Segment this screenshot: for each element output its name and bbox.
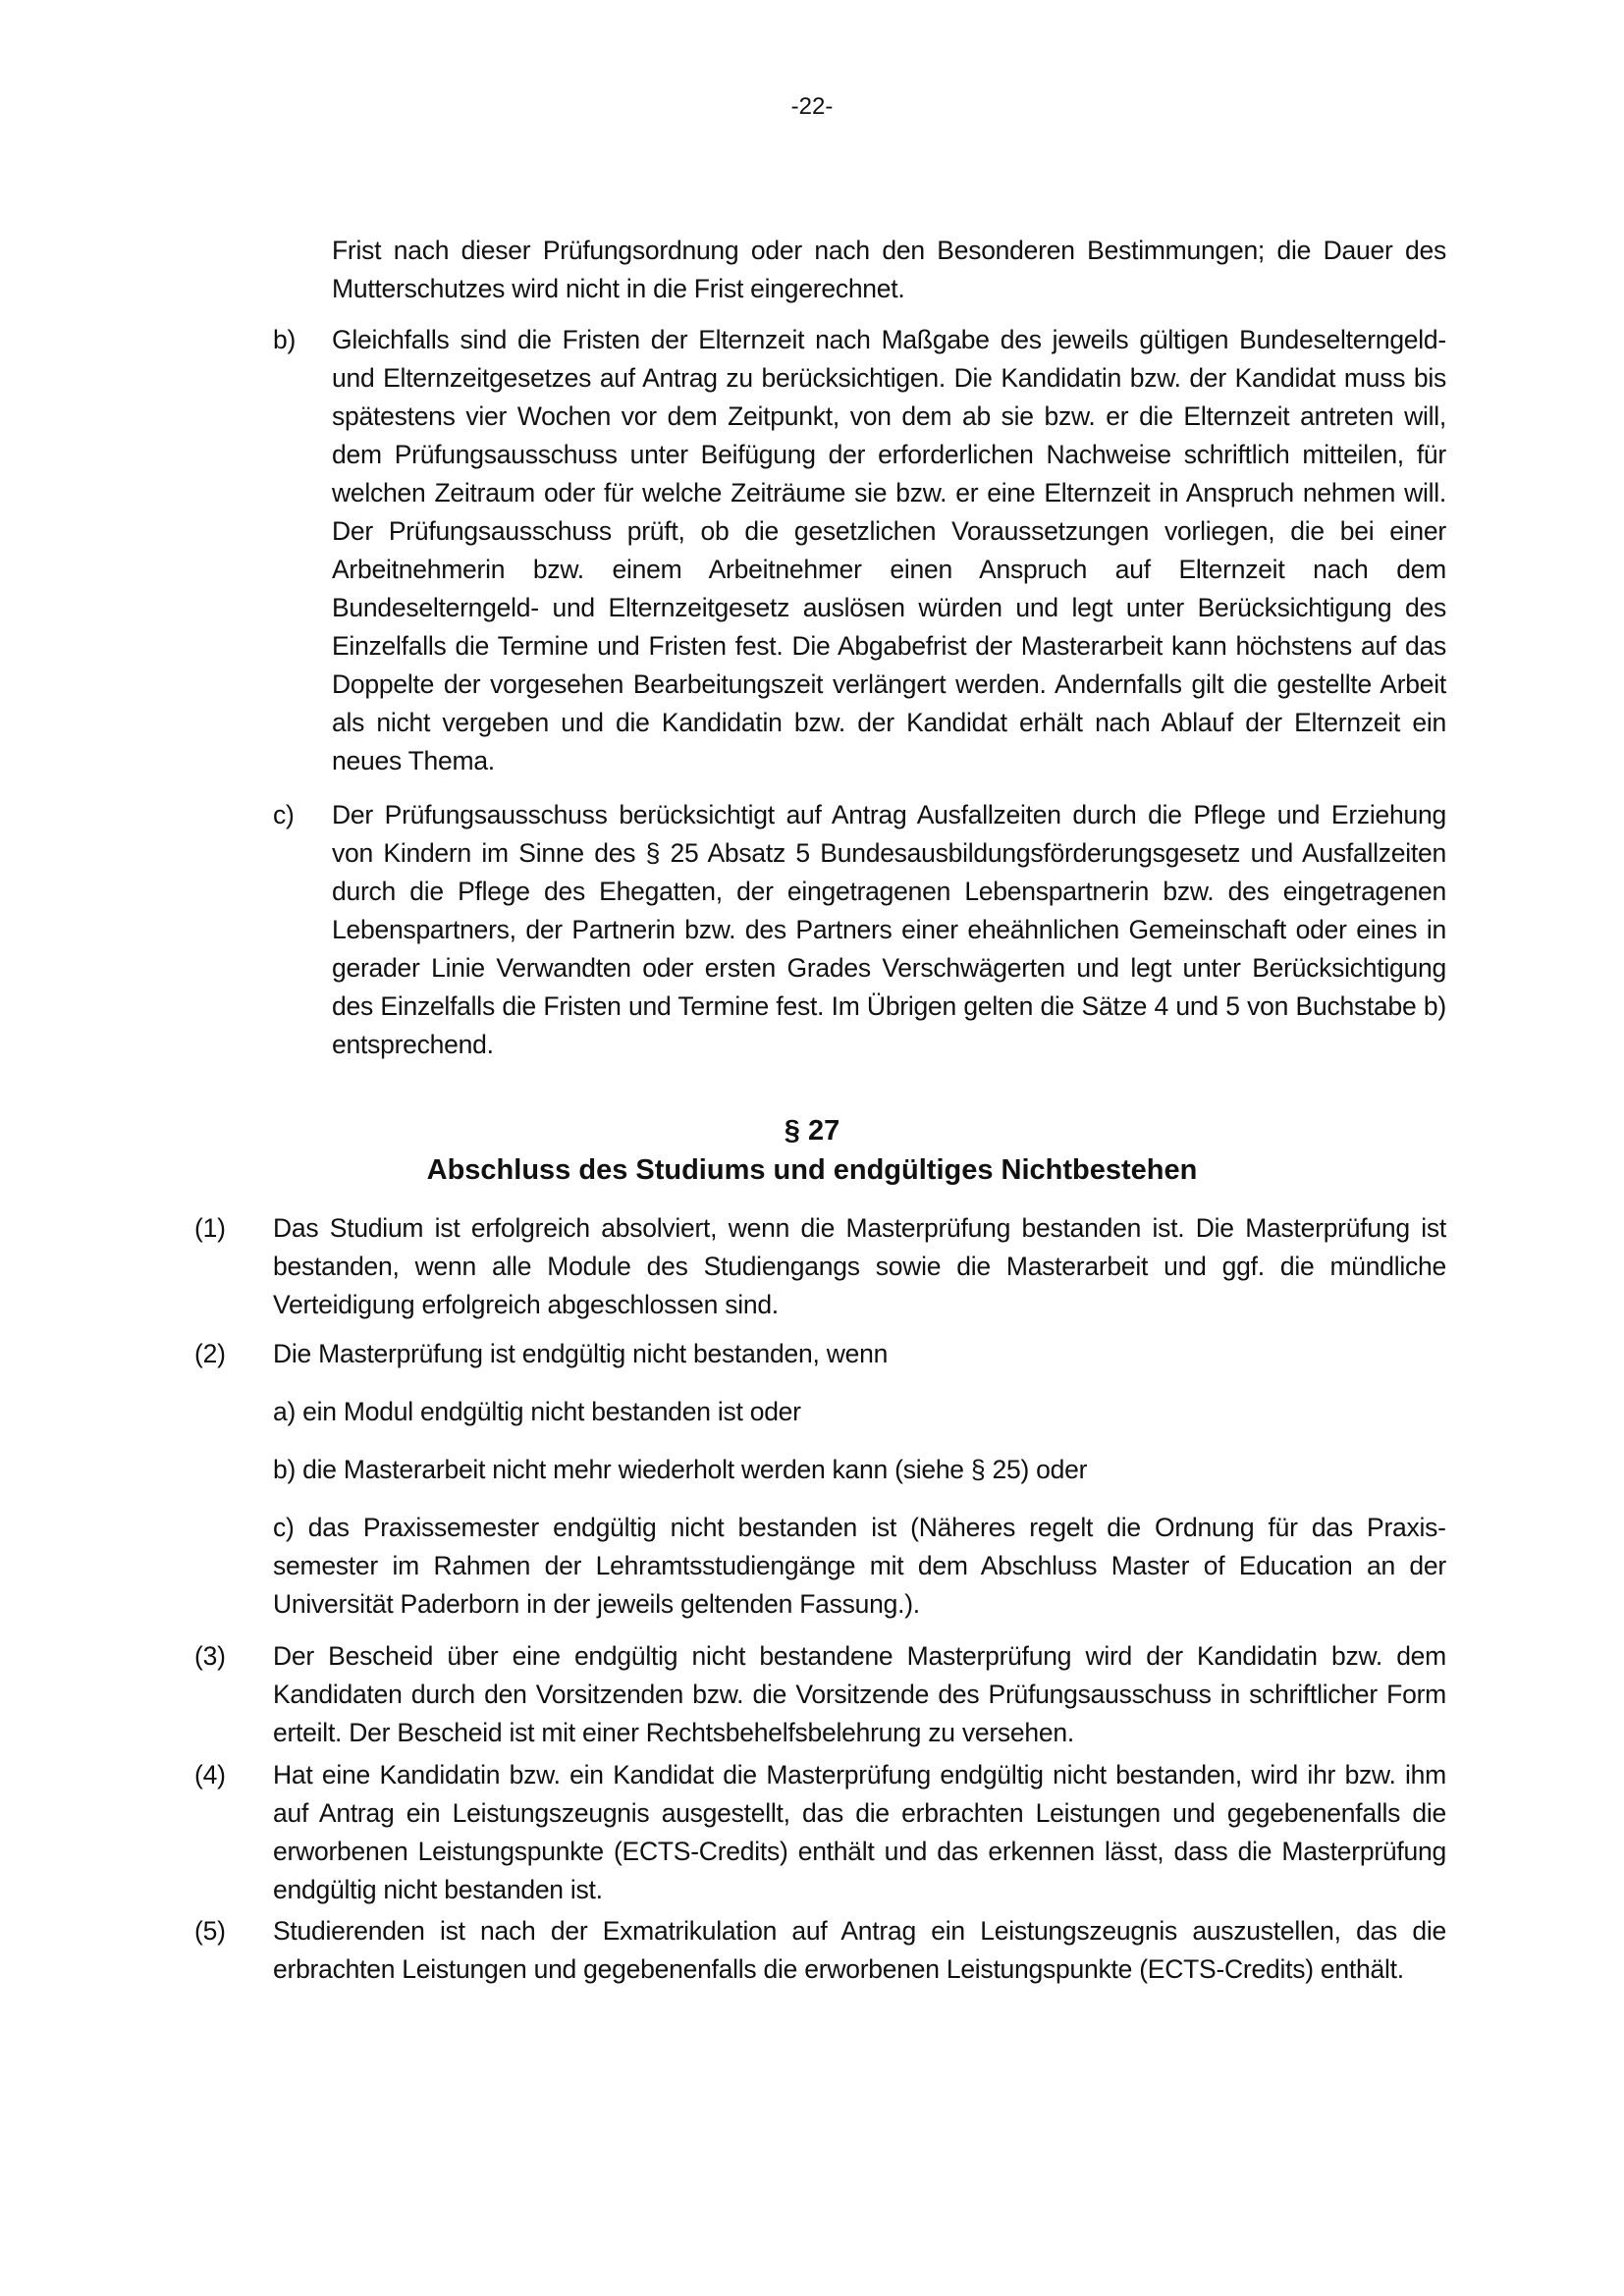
paragraph-2-case-b: b) die Masterarbeit nicht mehr wiederholt werden kann (siehe § 25) oder	[273, 1455, 1088, 1484]
paragraph-2-case-c: c) das Praxissemester endgültig nicht bestanden ist (Näheres regelt die Ordnung für das Praxissemester im Rahmen der Lehramtsstudiengänge mit dem Abschluss Master of Education an der Universität Paderborn in der jeweils geltenden Fassung.).	[273, 1513, 1446, 1619]
paragraph-5	[194, 1912, 1446, 1989]
page-number: -22-	[790, 93, 834, 120]
paragraph-2-case-a: a) ein Modul endgültig nicht bestanden ist oder	[273, 1397, 801, 1426]
paragraph-3	[194, 1637, 1446, 1752]
sub-item-label: c)	[273, 800, 295, 829]
paragraph-text: Der Bescheid über eine endgültig nicht bestandene Masterprüfung wird der Kandidatin bzw. dem Kandidaten durch den Vorsitzenden bzw. die Vorsitzende des Prüfungsausschuss in schriftlicher Form erteilt. Der Bescheid ist mit einer Rechtsbehelfsbelehrung zu versehen.	[273, 1641, 1446, 1747]
sub-item-text: Gleichfalls sind die Fristen der Elternzeit nach Maßgabe des jeweils gültigen Bundeselterngeld- und Elternzeitgesetzes auf Antrag zu berücksichtigen. Die Kandidatin bzw. der Kandidat muss bis spätestens vier Wochen vor dem Zeitpunkt, von dem ab sie bzw. er die Elternzeit antreten will, dem Prüfungsausschuss unter Beifügung der erforderlichen Nachweise schriftlich mitteilen, für welchen Zeitraum oder für welche Zeiträume sie bzw. er eine Elternzeit in Anspruch nehmen will. Der Prüfungsausschuss prüft, ob die gesetzlichen Voraussetzungen vorliegen, die bei einer Arbeitnehmerin bzw. einem Arbeitnehmer einen Anspruch auf Elternzeit nach dem Bundeselterngeld- und Elternzeitgesetz auslösen würden und legt unter Berücksichtigung des Einzelfalls die Termine und Fristen fest. Die Abgabefrist der Masterarbeit kann höchstens auf das Doppelte der vorgesehen Bearbeitungszeit verlängert werden. Andernfalls gilt die gestellte Arbeit als nicht vergeben und die Kandidatin bzw. der Kandidat erhält nach Ablauf der Elternzeit ein neues Thema.	[332, 325, 1446, 775]
paragraph-label: (5)	[194, 1916, 226, 1946]
paragraph-text: Studierenden ist nach der Exmatrikulation auf Antrag ein Leistungszeugnis auszustellen, das die erbrachten Leistungen und gegebenenfalls die erworbenen Leistungspunkte (ECTS-Credits) enthält.	[273, 1916, 1446, 1984]
paragraph-1	[194, 1209, 1446, 1324]
section-title: Abschluss des Studiums und endgültiges Nichtbestehen	[426, 1154, 1198, 1186]
sub-item-label: b)	[273, 325, 297, 354]
paragraph-2	[194, 1335, 1446, 1373]
paragraph-text: Hat eine Kandidatin bzw. ein Kandidat die Masterprüfung endgültig nicht bestanden, wird ihr bzw. ihm auf Antrag ein Leistungszeugnis ausgestellt, das die erbrachten Leistungen und gegebenenfalls die erworbenen Leistungspunkte (ECTS-Credits) enthält und das erkennen lässt, dass die Masterprüfung endgültig nicht bestanden ist.	[273, 1760, 1446, 1904]
paragraph-label: (3)	[194, 1641, 226, 1671]
section-number: § 27	[784, 1115, 840, 1147]
continuation-paragraph: Frist nach dieser Prüfungsordnung oder nach den Besonderen Bestimmungen; die Dauer des Mutterschutzes wird nicht in die Frist eingerechnet.	[332, 236, 1446, 303]
paragraph-4	[194, 1756, 1446, 1909]
sub-item-c	[273, 796, 1446, 1064]
paragraph-label: (2)	[194, 1339, 226, 1368]
paragraph-text: Das Studium ist erfolgreich absolviert, wenn die Masterprüfung bestanden ist. Die Masterprüfung ist bestanden, wenn alle Module des Studiengangs sowie die Masterarbeit und ggf. die mündliche Verteidigung erfolgreich abgeschlossen sind.	[273, 1213, 1446, 1319]
paragraph-text: Die Masterprüfung ist endgültig nicht bestanden, wenn	[273, 1339, 889, 1368]
sub-item-b	[273, 321, 1446, 780]
sub-item-text: Der Prüfungsausschuss berücksichtigt auf Antrag Ausfallzeiten durch die Pflege und Erziehung von Kindern im Sinne des § 25 Absatz 5 Bundesausbildungsförderungsgesetz und Ausfallzeiten durch die Pflege des Ehegatten, der eingetragenen Lebenspartnerin bzw. des eingetragenen Lebenspartners, der Partnerin bzw. des Partners einer eheähnlichen Gemeinschaft oder eines in gerader Linie Verwandten oder ersten Grades Verschwägerten und legt unter Berücksichtigung des Einzelfalls die Fristen und Termine fest. Im Übrigen gelten die Sätze 4 und 5 von Buchstabe b) entsprechend.	[332, 800, 1446, 1059]
paragraph-label: (1)	[194, 1213, 226, 1243]
paragraph-label: (4)	[194, 1760, 226, 1789]
